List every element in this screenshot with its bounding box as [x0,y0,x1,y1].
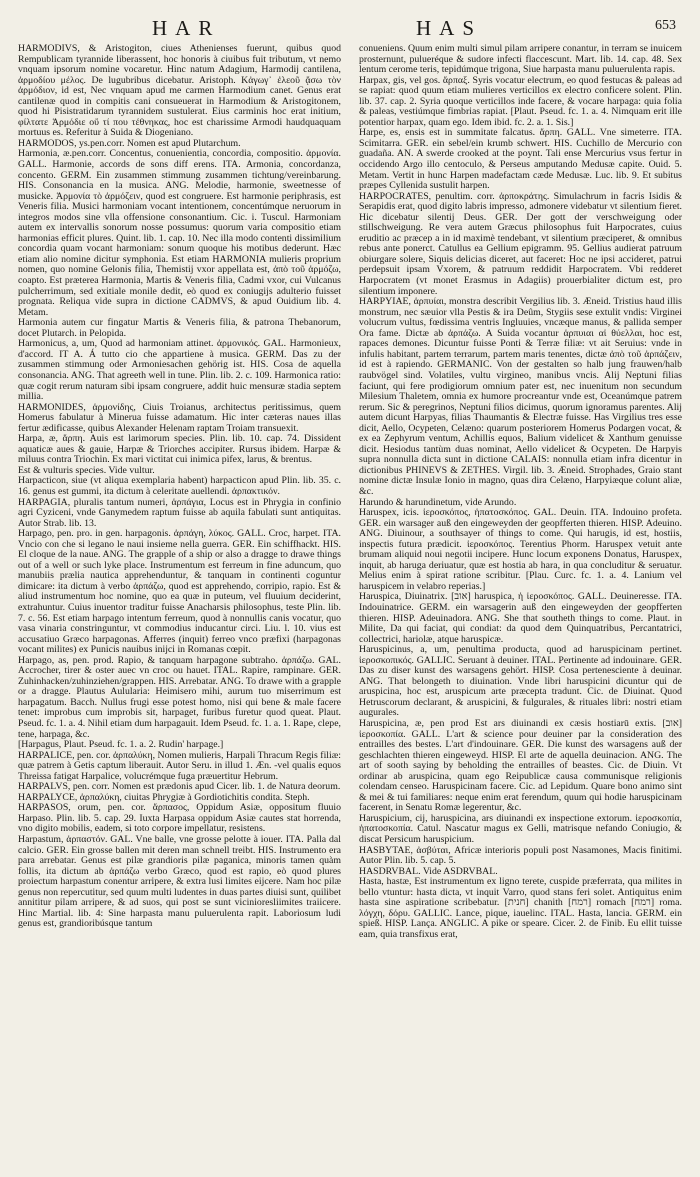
dictionary-entry: Harpa, æ, ἅρπη. Auis est larimorum species. Plin. lib. 10. cap. 74. Dissident aquaticæ aues & gauie, Harpæ & Triorches accipiter. Rursus ibidem. Harpæ & miluus contra Triochin. Ex mari victitat cui inimica pifex, larus, & brentus. [18,433,341,466]
right-column [359,44,682,1169]
dictionary-entry: Haruspicina, æ, pen prod Est ars diuinandi ex cæsis hostiarū extis. [אוב] ἱεροσκοπία. GALL. L'art & science pour deuiner par la consideration des entrailles des bestes. L'art d'indouinare. GER. Die kunst des warsagens auß der geschlachten thieren eingeweyd. HISP. El arte de aquella deuinacion. ANG. The art of sooth saying by beholding the entrailles of beastes. Cic. de Diuin. Vt ordinar ab aruspicina, quam ego Reipublicæ causa communisque religionis colendam censeo. Haruspicinam facere. Cic. ad Lepidum. Quare bono animo sint & mei & tui familiares: neque enim erat ferendum, quum qui hodie haruspicinam facerent, in Senatu Romæ legerentur, &c. [359,718,682,814]
dictionary-entry: HARMODOS, ys.pen.corr. Nomen est apud Plutarchum. [18,137,241,149]
dictionary-entry: HASBYTAE, ἀσβύται, Africæ interioris populi post Nasamones, Macis finitimi. Autor Plin. lib. 5. cap. 5. [359,844,682,867]
dictionary-entry: HARPASOS, orum, pen. cor. ἅρπασος, Oppidum Asiæ, oppositum fluuio Harpaso. Plin. lib. 5. cap. 29. Iuxta Harpasa oppidum Asiæ cautes stat horrenda, vno digito mobilis, eadem, si toto corpore impellatur, resistens. [18,802,341,835]
dictionary-entry: conueniens. Quum enim multi simul pilam arripere conantur, in terram se inuicem prosternunt, pulueréque & sudore infecti flaccescunt. Mart. lib. 14. cap. 48. Sex lentum cerome teris, tepidúmque trigona, Siue harpasta manu puluerulenta rapis. [359,44,682,76]
dictionary-entry: Est & vulturis species. Vide vultur. [18,464,155,476]
dictionary-entry: Haruspica, Diuinatrix. [אוב] haruspica, ἡ ἱεροσκόπος. GALL. Deuineresse. ITA. Indouinatrice. GERM. ein warsagerin auß den eingeweyden der geopfferten thieren. HISP. Adeuinadora. ANG. She that southeth things to come. Plaut. in Milite, Da qui faciat, qui condiat: da quod dem Quinquatribus, Percantatrici, collectrici, hariolæ, atque haruspicæ. [359,591,682,645]
dictionary-entry: Harpe, es, ensis est in summitate falcatus. ἅρπη. GALL. Vne simeterre. ITA. Scimitarra. GER. ein sebel/ein krumb schwert. HIS. Cuchillo de Mercurio con guadaña. AN. A swerde crooked at the poynt. Tali ense Mercurius vsus fertur in occidendo Argo illo centoculo, & Perseus amputando Medusæ capite. Ouid. 5. Metam. Vertit in hunc Harpen madefactam cæde Medusæ. Luc. lib. 9. Et subitus præpes Cyllenida sustulit harpen. [359,127,682,192]
dictionary-entry: Haruspex, icis. ἱεροσκόπος, ἡπατοσκόπος. GAL. Deuin. ITA. Indouino profeta. GER. ein warsager auß den eingeweyden der geopfferten thieren. HISP. Adeuino. ANG. Diuinour, a southsayer of things to come. Qui harugis, id est, hostiis, inspectis futura prædicit. ἱεροσκόπος. Terentius Phorm. Haruspex vetuit ante brumam aliquid noui negotii incipere. Hunc locum exponens Donatus, Haruspex, inquit, ab haruga deriuatur, quæ est hostia ab hara, in qua concluditur & seruatur. Melius enim à spirat ratione scribitur. [Plau. Curc. fc. 1. a. 4. Lanium vel haruspicem in velabro reperias.] [359,507,682,592]
dictionary-entry: HARPOCRATES, penultim. corr. ἁρποκράτης. Simulachrum in facris Isidis & Serapidis erat, quod digito labris impresso, admonere videbatur vt silentium fieret. Hic dicebatur silentij Deus. GER. Der gott der verschweigung oder stillschweigung. Re vera autem Græcus philosophus fuit Harpocrates, cuius eruditio ac præcep a in id maximè tendebant, vt silentium præciperet, & omnibus rebus ante ponerct. Catullus ea Gellium epigramm. 95. Gellius audierat patruum obiurgare solere, Siquis delicias diceret, aut faceret: Hoc ne ipsi accideret, patrui perdepsuit ipsam Vxorem, & patruum reddidit Harpocratem. Vbi redderet Harpocratem (vt monet Erasmus in Adagiis) prouerbialiter dictum est, pro silentium imponere. [359,190,682,297]
dictionary-entry: Harmonia autem cur fingatur Martis & Veneris filia, & patrona Thebanorum, docet Plutarch. in Pelopida. [18,317,341,339]
left-column [18,44,341,1169]
dictionary-entry: Harpax, gis, vel gos. ἅρπαξ. Syris vocatur electrum, eo quod festucas & paleas ad se rapiat: quod quum etiam mulieres verticillos ex electro conficere solent. Plin. lib. 37. cap. 2. Syria quoque verticillos inde facere, & vocare harpaga: quia folia & paleas, vestiúmque fimbrias rapiat. [Plaut. Pseud. fc. 1. a. 4. Nimquam erit ille potentior harpax, quam ego. Idem ibid. fc. 2. a. 1. Sis.] [359,74,682,128]
dictionary-entry: Harpacticon, siue (vt aliqua exemplaria habent) harpacticon apud Plin. lib. 35. c. 16. genus est gummi, ita dictum à celeritate auellendi. ἁρπακτικόν. [18,475,341,497]
dictionary-entry: Harmonicus, a, um, Quod ad harmoniam attinet. ἁρμονικός. GAL. Harmonieux, d'accord. IT A. Á tutto cio che appartiene à musica. GERM. Das zu der zusammen stimmung oder Armoniesachen gehörig ist. HIS. Cosa de aquella consonancia. ANG. That agreeth well in tune. Plin. lib. 2. c. 109. Harmonica ratio: quæ cogit rerum naturam sibi ipsam congruere, addit huic mensuræ stadia septem millia. [18,338,341,403]
running-head-left: HAR [152,16,221,40]
running-head-right: HAS [416,16,483,40]
dictionary-entry: Haruspicium, cij, haruspicina, ars diuinandi ex inspectione extorum. ἱεροσκοπία, ἡπατοσκοπία. Catul. Nascatur magus ex Gelli, matrisque nefando Coniugio, & discat Persicum haruspicium. [359,812,682,846]
dictionary-entry: Harpastum, ἁρπαστόν. GAL. Vne balle, vne grosse pelotte à iouer. ITA. Palla dal calcio. GER. Ein grosse ballen mit deren man schnell treibt. HIS. Instrumento era para arrebatar. Genus est pilæ grandioris pilæ paganica, minoris tamen quàm follis, ita dictum ab ἁρπάζω verbo Græco, quod est rapio, eò quod plures proiectum harpastum conentur arripere, & extra lusi limites eijcere. Nam hoc pilæ genus non repercutitur, sed quum multi ludentes in duas partes diuisi sunt, quilibet annititur pilam arripere, & ad suos, qui post se sunt vicinioresliimites traiicere. Hinc Martial. lib. 4: Sine harpasta manu puluerulenta rapit. Laboriosum ludi genus est, grandioribúsque tantum [18,834,341,930]
dictionary-entry: HARPALYCE, ἁρπαλύκη, ciuitas Phrygiæ à Gordiotichitis condita. Steph. [18,791,310,803]
dictionary-entry: Hasta, hastæ, Est instrumentum ex ligno terete, cuspide præferrata, qua milites in bello vtuntur: hasta dicta, vt inquit Varro, quod stans feri solet. Antiquitus enim hasta sine aspiratione scribebatur. [חנית] chanith [רמח] romach [רמח] roma. λόγχη, δόρυ. GALLIC. Lance, pique, iauelinc. ITAL. Hasta, lancia. GERM. ein spieß. HISP. Lança. ANGLIC. A pike or speare. Cicer. 2. de Finib. Eu ellit tuisse eam, quia transfixus erat, [359,876,682,940]
dictionary-entry: HARMODIVS, & Aristogiton, ciues Athenienses fuerunt, quibus quod Rempublicam tyrannide liberassent, hoc honoris à ciuibus fuit tributum, vt nemo vnquam ipsorum nomine vocaretur. Hinc natum Adagium, Harmodij cantilena, ἁρμοδίου μέλος. De lugubribus dicebatur. Aristoph. Κἀγωγ᾽ ἐλεοῦ ᾄσω τὸν ἁρμόδιον, id est, Nec vnquam apud me carmen Harmodium canet. Genus erat cantilenæ quod in compitis cani consueuerat in Harmodium & Aristogitonem, quod hi Pisistratidarum tyrannidem sustulerat. Eius carminis hoc erat initium, φίλτατε Ἁρμόδιε οὔ τί που τέθνηκας, hoc est charissime Armodi haudquaquam mortuus es. Referitur à Suida & Diogeniano. [18,44,341,139]
dictionary-entry: Haruspicinus, a, um, penultima producta, quod ad haruspicinam pertinet. ἱεροσκοπικός. GALLIC. Seruant à deuiner. ITAL. Pertinente ad indouinare. GER. Das zu diser kunst des warsagens gehört. HISP. Cosa pertenesciente à deuinar. ANG. That belongeth to diuination. Vnde libri haruspicini dicuntur qui de aruspicina, hoc est, aruspicum arte præcepta tradunt. Cic. de Diuinat. Quod Hetruscorum declarant, & aruspicini, & fulgurales, & rituales libri: nostri etiam augurales. [359,644,682,719]
dictionary-entry: Harmonia, æ.pen.corr. Concentus, conuenientia, concordia, compositio. ἁρμονία. GALL. Harmonie, accords de sons diff erens. ITA. Armonia, concordanza, concento. GERM. Ein zusammen stimmung zusammen tichtung/vereinbarung. HIS. Consonancia en la musica. ANG. Melodie, harmonie, sweetnesse of musicke. Ἁρμονία τὸ ἁρμόζειν, quod est congruere. Est harmonie periphrasis, est Veneris filia. Musici harmoniam vocant intentionem, concentúmque neruorum in integros modos sine vlla offensione consonantium. Cic. i. Tuscul. Harmoniam autem ex intervallis sonorum nosse possumus: quorum varia compositio etiam harmonias efficit plures. Quint. lib. 1. cap. 10. Nec illa modo contenti dissimilium concordia quam vocant harmoniam: sonum quoque his motibus dederunt. Hæc etiam alio nomine dicitur symphonia. Est etiam HARMONIA mulieris proprium nomen, quo nomine Gelonis filia, Themistij vxor appellata est, ἀπὸ τοῦ ἁρμόζω, coapto. Est præterea Harmonia, Martis & Veneris filia, Cadmi vxor, cui Vulcanus pulcherrimum, sed exitiale monile dedit, eò quod ex coniugijs adulterio fuisset prognata. Reliqua vide supra in dictione CADMVS, & apud Ouidium lib. 4. Metam. [18,148,341,318]
dictionary-entry: HARPALVS, pen. corr. Nomen est prædonis apud Cicer. lib. 1. de Natura deorum. [18,781,341,793]
dictionary-entry: HARPAGIA, pluralis tantum numeri, ἁρπάγια, Locus est in Phrygia in confinio agri Cyziceni, vnde Ganymedem raptum fuisse ab aquila fabulati sunt antiquitas. Autor Strab. lib. 13. [18,496,341,529]
dictionary-entry: Harundo & harundinetum, vide Arundo. [359,496,517,508]
page-number: 653 [655,18,676,33]
dictionary-entry: HASDRVBAL. Vide ASDRVBAL. [359,865,498,877]
dictionary-entry: HARPYIAE, ἁρπυίαι, monstra describit Vergilius lib. 3. Æneid. Tristius haud illis monstrum, nec sæuior vlla Pestis & ira Deûm, Stygiis sese extulit vndis: Virginei volucrum vultus, fœdissima ventris Ingluuies, vncæque manus, & pallida semper Ora fame. Dictæ ab ἁρπάζω. A Suida vocantur ἁρπυιαι αἱ θύελλαι, hoc est, rapaces demones. Dicuntur fuisse Ponti & Terræ filiæ: vt ait Seruius: vnde in infulis habitant, partem terrarum, partem maris tenentes, dictæ ἀπὸ τοῦ ἁρπάζειν, id est à rapiendo. GERMANIC. Von der gestalten so halb jung frauwen/halb raubvögel sind. Volatiles, vultu virgineo, manibus vncis. Alij Neptuni filias faciunt, qui fere prodigiorum omnium pater est, nec inuenitum non secundum Milesium Thaletem, omnia ex humore procreantur vnde est, Oceanúmque patrem rerum. Sic & peregrinos, Neptuni filios dicimus, quorum ignoramus parentes. Alij autem dicunt Harpyas, filias Thaumantis & Electræ fuisse. Has Virgilius tres esse dicit, Aello, Ocypeten, Celæno: quarum posteriorem Homerus Podargen vocat, & ex ea Zephyrum ventum, Achillis equos, Balium videlicet & Xanthum genuisse dicit. Hesiodus tantùm duas nominat, Aello videlicet & Ocypeten. De Harpyis supra nonnulla dicta sunt in dictione CALAIS: nonnulla etiam infra dicentur in dictionibus PHINEVS & ZETHES. Virgil. lib. 3. Æneid. Strophades, Graio stant nomine dictæ Insulæ Ionio in magno, quas dira Celæno, Harpyiæque colunt aliæ, &c. [359,296,682,497]
dictionary-entry: HARMONIDES, ἁρμονίδης, Ciuis Troianus, architectus peritissimus, quem Homerus fabulatur à Minerua fuisse adamatum. Hic inter cæteras naues illas fertur ædificasse, quibus Alexander Helenam raptam Troiam transuexit. [18,401,341,434]
dictionary-entry: Harpago, pen. pro. in gen. harpagonis. ἁρπάγη, λύκος. GALL. Croc, harpet. ITA. Vncio con che si legano le naui insieme nella guerra. GER. Ein schiffhackt. HIS. El cloque de la naue. ANG. The grapple of a ship or also a dragge to drawe things out of a well or such lyke place. Instrumentum est ferreum in fine aduncum, quo manubiis prælia nautica apprehenduntur, & tanquam in continenti coguntur dimicare: ita dictum à verbo ἁρπάζω, quod est apprehendo, corripio, rapio. Est & aliud instrumentum hoc nomine, quo ea quæ in puteum, vel fluuium deciderint, extrahuntur. Cuius inuentor traditur fuisse Anacharsis philosophus, teste Plin. lib. 7. c. 56. Est etiam harpago intentum ferreum, quod à nonnullis canis vocatur, quo vasa vinaria constringuntur, vt commodius inducantur circi. Liu. l. 10. vius est accusatiuo Græco harpagonas. Afferres (inquit) ferreo vnco præfixi (harpagonas vocant milites) ex Punicis nauibus inijci in Romanas cœpit. [18,528,341,656]
dictionary-entry: [Harpagus, Plaut. Pseud. fc. 1. a. 2. Rudin' harpage.] [18,739,224,751]
running-head [18,10,682,44]
dictionary-entry: Harpago, as, pen. prod. Rapio, & tanquam harpagone subtraho. ἁρπάζω. GAL. Accrocher, tirer & oster auec vn croc ou hauet. ITAL. Rapire, rampinare. GER. Zuhinhacken/zuhinziehen/grappen. HIS. Arrebatar. ANG. To drawe with a grapple or a dragge. Plautus Aulularia: Heimisero mihi, aurum tuo miserrimum est harpagatum. Bacch. Nullus frugi esse potest homo, nisi qui bene & male facere tenet: improbus cum improbis sit, harpaget, furibus furetur quod queat. Plaut. Pseud. fc. 1. a. 4. Nihil etiam dum harpagauit. Idem Pseud. fc. 1. a. 1. Rape, clepe, tene, harpaga, &c. [18,654,341,740]
text-columns [18,44,682,1169]
dictionary-entry: HARPALICE, pen. cor. ἁρπαλύκη, Nomen mulieris, Harpali Thracum Regis filiæ: quæ patrem à Getis captum liberauit. Autor Seru. in illud 1. Æn. -vel qualis equos Threissa fatigat Harpalice, volucrémque fuga præuertitur Hebrum. [18,749,341,782]
